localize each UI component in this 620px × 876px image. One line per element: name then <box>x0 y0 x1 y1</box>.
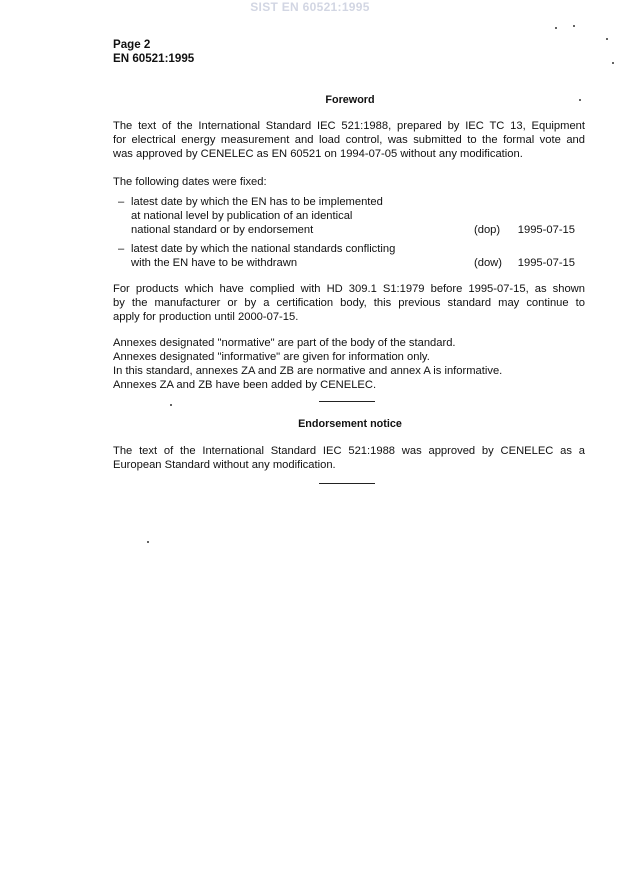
list-dash: – <box>118 196 125 208</box>
date-value: 1995-07-15 <box>517 224 575 236</box>
annex-line: Annexes designated "informative" are given for information only. <box>113 351 430 363</box>
endorsement-paragraph <box>113 444 585 472</box>
products-line: apply for production until 2000-07-15. <box>113 311 299 323</box>
date-code: (dop) <box>474 224 501 236</box>
scan-speck <box>579 99 581 101</box>
date-item-line: national standard or by endorsement <box>131 224 314 236</box>
scan-speck <box>555 27 557 29</box>
annex-line: Annexes ZA and ZB have been added by CENELEC. <box>113 379 377 391</box>
foreword-heading: Foreword <box>325 94 375 106</box>
list-dash: – <box>118 243 125 255</box>
products-line: by the manufacturer or by a certification body, this previous standard may continue to <box>113 297 585 309</box>
date-item-line: at national level by publication of an identical <box>131 210 353 222</box>
products-line: For products which have complied with HD 309.1 S1:1979 before 1995-07-15, as shown <box>113 283 585 295</box>
dates-intro: The following dates were fixed: <box>113 176 267 188</box>
intro-line: for electrical energy measurement and load control, was submitted to the formal vote and <box>113 134 585 146</box>
annex-line: Annexes designated "normative" are part of the body of the standard. <box>113 337 456 349</box>
date-item-line: latest date by which the national standards conflicting <box>131 243 396 255</box>
page-header <box>113 38 194 66</box>
endorsement-line: European Standard without any modification. <box>113 459 336 471</box>
date-value: 1995-07-15 <box>517 257 575 269</box>
intro-line: was approved by CENELEC as EN 60521 on 1994-07-05 without any modification. <box>113 148 523 160</box>
scan-speck <box>170 404 172 406</box>
products-paragraph <box>113 282 585 324</box>
annex-line: In this standard, annexes ZA and ZB are normative and annex A is informative. <box>113 365 503 377</box>
date-code: (dow) <box>474 257 502 269</box>
foreword-intro <box>113 119 585 161</box>
end-divider <box>319 483 375 484</box>
date-item-line: latest date by which the EN has to be implemented <box>131 196 383 208</box>
watermark: SIST EN 60521:1995 <box>250 0 370 14</box>
date-item-line: with the EN have to be withdrawn <box>131 257 298 269</box>
section-divider <box>319 401 375 402</box>
endorsement-heading: Endorsement notice <box>298 418 402 430</box>
scan-speck <box>573 25 575 27</box>
document-id: EN 60521:1995 <box>113 52 195 65</box>
endorsement-line: The text of the International Standard IEC 521:1988 was approved by CENELEC as a <box>113 445 585 457</box>
page-number: Page 2 <box>113 38 151 51</box>
intro-line: The text of the International Standard IEC 521:1988, prepared by IEC TC 13, Equipment <box>113 120 585 132</box>
date-item-label <box>131 195 383 237</box>
scan-speck <box>612 62 614 64</box>
scan-speck <box>147 541 149 543</box>
date-item-label <box>131 242 395 270</box>
annexes-paragraph <box>113 336 585 392</box>
scan-speck <box>606 38 608 40</box>
